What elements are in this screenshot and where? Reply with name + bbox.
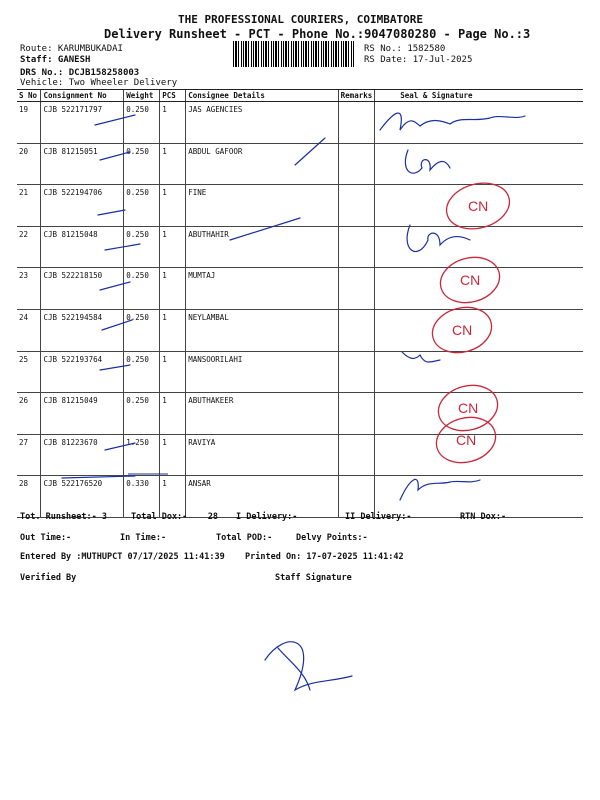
out-time: Out Time:- (20, 533, 72, 543)
i-delivery: I Delivery:- (236, 512, 298, 522)
row-consignment: CJB 522194706 (41, 185, 124, 227)
row-consignment: CJB 81215048 (41, 226, 124, 268)
row-consignee: MANSOORILAHI (186, 351, 338, 393)
cn-stamp-text: CN (468, 198, 489, 214)
row-consignee: ANSAR (186, 476, 338, 518)
col-pcs: PCS (160, 90, 186, 102)
entered-by: Entered By :MUTHUPCT 07/17/2025 11:41:39 (20, 552, 225, 562)
tick-mark (105, 244, 140, 250)
cn-stamp-text: CN (458, 400, 479, 416)
row-sno: 25 (17, 351, 41, 393)
printed-on: Printed On: 17-07-2025 11:41:42 (245, 552, 404, 562)
col-signature: Seal & Signature (375, 90, 583, 102)
delvy-points: Delvy Points:- (296, 533, 368, 543)
row-pcs: 1 (160, 351, 186, 393)
staff-label: Staff: GANESH (20, 55, 91, 65)
row-consignee: ABDUL GAFOOR (186, 143, 338, 185)
row-consignee: NEYLAMBAL (186, 309, 338, 351)
row-sno: 22 (17, 226, 41, 268)
row-pcs: 1 (160, 393, 186, 435)
row-consignee: JAS AGENCIES (186, 102, 338, 144)
signature (380, 113, 525, 130)
row-consignee: MUMTAJ (186, 268, 338, 310)
cn-stamp-text: CN (460, 272, 481, 288)
rtn-dox: RTN Dox:- (460, 512, 507, 522)
row-pcs: 1 (160, 434, 186, 476)
staff-signature-label: Staff Signature (275, 573, 352, 583)
col-consignee: Consignee Details (186, 90, 338, 102)
col-sno: S No (17, 90, 41, 102)
col-weight: Weight (124, 90, 160, 102)
row-sno: 19 (17, 102, 41, 144)
total-dox: Total Dox:- 28 (131, 512, 218, 522)
ii-delivery: II Delivery:- (345, 512, 412, 522)
tick-mark (100, 282, 130, 290)
tick-mark (95, 115, 135, 125)
row-consignee: FINE (186, 185, 338, 227)
row-pcs: 1 (160, 143, 186, 185)
row-consignment: CJB 81215049 (41, 393, 124, 435)
row-consignee: RAVIYA (186, 434, 338, 476)
row-pcs: 1 (160, 226, 186, 268)
tick-mark (102, 320, 132, 330)
row-consignment: CJB 522218150 (41, 268, 124, 310)
tick-mark (62, 476, 135, 478)
row-weight: 0.330 (124, 476, 160, 518)
company-name: THE PROFESSIONAL COURIERS, COIMBATORE (178, 13, 424, 26)
vehicle-label: Vehicle: Two Wheeler Delivery (20, 78, 178, 88)
runsheet-subtitle: Delivery Runsheet - PCT - Phone No.:9047080280 - Page No.:3 (104, 27, 531, 41)
tick-mark (105, 443, 135, 450)
row-pcs: 1 (160, 102, 186, 144)
row-weight: 1.250 (124, 434, 160, 476)
row-consignment: CJB 522194584 (41, 309, 124, 351)
signature (405, 150, 450, 173)
route-label: Route: KARUMBUKADAI (20, 44, 123, 54)
tick-mark (100, 152, 130, 160)
signature (400, 479, 480, 500)
in-time: In Time:- (120, 533, 167, 543)
tick-mark (98, 210, 125, 215)
row-weight: 0.250 (124, 393, 160, 435)
signature (265, 642, 352, 690)
row-consignment: CJB 522193764 (41, 351, 124, 393)
row-sno: 26 (17, 393, 41, 435)
drs-number: DRS No.: DCJB158258003 (20, 68, 140, 78)
row-consignment: CJB 81215051 (41, 143, 124, 185)
row-pcs: 1 (160, 309, 186, 351)
row-consignee: ABUTHAHIR (186, 226, 338, 268)
tick-mark (295, 138, 325, 165)
row-sno: 28 (17, 476, 41, 518)
row-weight: 0.250 (124, 185, 160, 227)
signature (402, 352, 440, 362)
row-pcs: 1 (160, 476, 186, 518)
row-consignment: CJB 81223670 (41, 434, 124, 476)
tick-mark (230, 218, 300, 240)
signature (407, 225, 470, 252)
row-weight: 0.250 (124, 143, 160, 185)
rs-number: RS No.: 1582580 (364, 44, 446, 54)
row-consignment: CJB 522176520 (41, 476, 124, 518)
row-consignee: ABUTHAKEER (186, 393, 338, 435)
row-weight: 0.250 (124, 226, 160, 268)
row-sno: 23 (17, 268, 41, 310)
tick-mark (100, 365, 130, 370)
total-pod: Total POD:- (216, 533, 273, 543)
rs-date: RS Date: 17-Jul-2025 (364, 55, 473, 65)
tot-runsheet: Tot. Runsheet:- 3 (20, 512, 107, 522)
col-consignment: Consignment No (41, 90, 124, 102)
cn-stamp-text: CN (456, 432, 477, 448)
col-remarks: Remarks (338, 90, 375, 102)
row-sno: 21 (17, 185, 41, 227)
row-pcs: 1 (160, 185, 186, 227)
row-weight: 0.250 (124, 309, 160, 351)
row-sno: 20 (17, 143, 41, 185)
row-weight: 0.250 (124, 268, 160, 310)
row-consignment: CJB 522171797 (41, 102, 124, 144)
verified-by: Verified By (20, 573, 77, 583)
row-sno: 27 (17, 434, 41, 476)
row-sno: 24 (17, 309, 41, 351)
row-pcs: 1 (160, 268, 186, 310)
cn-stamp-text: CN (452, 322, 473, 338)
row-weight: 0.250 (124, 102, 160, 144)
row-weight: 0.250 (124, 351, 160, 393)
